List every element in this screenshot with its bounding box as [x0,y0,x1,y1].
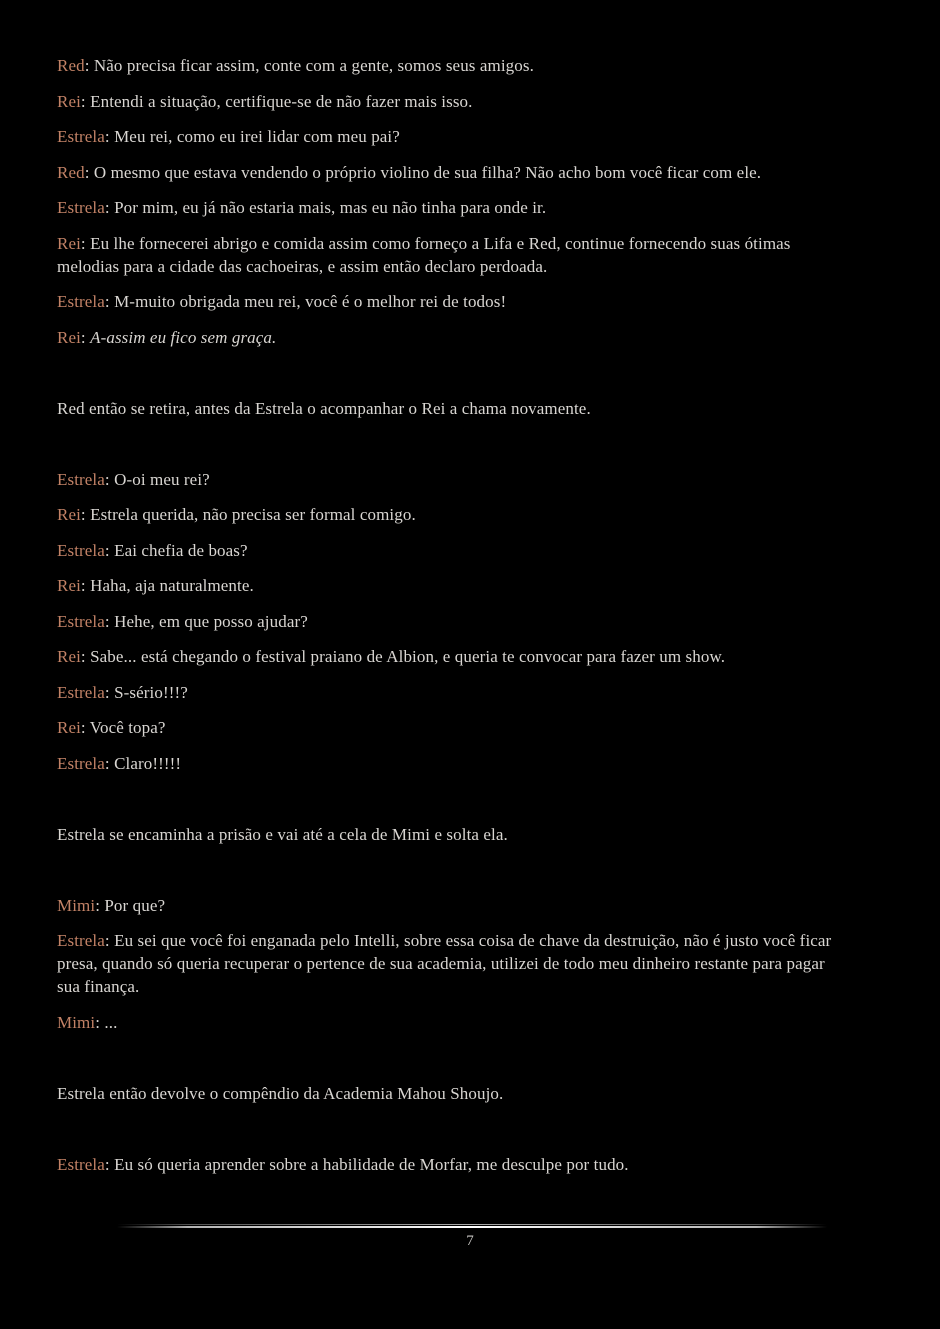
dialogue-text: Hehe, em que posso ajudar? [114,611,308,631]
dialogue-text: Entendi a situação, certifique-se de não fazer mais isso. [90,91,473,111]
dialogue-line: Estrela: M-muito obrigada meu rei, você é o melhor rei de todos! [57,292,507,311]
blank-line [57,1117,843,1140]
blank-line [57,858,843,881]
dialogue-text: Não precisa ficar assim, conte com a gente, somos seus amigos. [93,56,534,75]
dialogue-text: Por que? [104,895,166,915]
footer-divider [117,1224,827,1229]
narration-line [57,1082,843,1105]
speaker-name: Rei [57,576,81,595]
dialogue-line: Rei: Estrela querida, não precisa ser formal comigo. [57,505,416,524]
dialogue-text: Eu sei que você foi enganada pelo Intelli, sobre essa coisa de chave da destruição, não é justo você ficar presa, quando só queria recuperar o pertence de sua academia, utilizei de todo meu dinheiro restante para pagar sua finança. [57,931,832,996]
blank-line [57,1046,843,1069]
speaker-name: Estrela [57,540,105,560]
speaker-name: Rei [57,647,81,666]
dialogue-line: Rei: A-assim eu fico sem graça. [57,327,277,347]
dialogue-line: Estrela: Hehe, em que posso ajudar? [57,611,308,631]
speaker-name: Estrela [57,469,105,489]
speaker-name: Red [57,56,85,75]
dialogue-line: Estrela: O-oi meu rei? [57,469,210,489]
blank-line [57,432,843,455]
dialogue-text: A-assim eu fico sem graça. [90,327,277,347]
dialogue-text: ... [104,1012,118,1032]
blank-line [57,361,843,384]
speaker-name: Rei [57,718,81,737]
dialogue-text: S-sério!!!? [114,682,188,702]
blank-line [57,787,843,810]
dialogue-line: Red: O mesmo que estava vendendo o próprio violino de sua filha? Não acho bom você ficar com ele. [57,162,762,182]
speaker-name: Estrela [57,198,105,217]
speaker-name: Red [57,162,85,182]
dialogue-line: Estrela: Eai chefia de boas? [57,540,248,560]
dialogue-line: Rei: Sabe... está chegando o festival praiano de Albion, e queria te convocar para fazer um show. [57,647,726,666]
dialogue-line: Estrela: Eu só queria aprender sobre a habilidade de Morfar, me desculpe por tudo. [57,1154,629,1174]
speaker-name: Mimi [57,1012,96,1032]
speaker-name: Rei [57,233,81,253]
dialogue-content [57,54,843,1188]
speaker-name: Mimi [57,895,96,915]
narration-text: Estrela então devolve o compêndio da Academia Mahou Shoujo. [57,1083,504,1103]
narration-line [57,397,843,420]
page-number: 7 [466,1233,474,1249]
dialogue-text: M-muito obrigada meu rei, você é o melhor rei de todos! [114,292,507,311]
dialogue-text: O-oi meu rei? [114,469,210,489]
dialogue-text: Eu só queria aprender sobre a habilidade de Morfar, me desculpe por tudo. [114,1154,629,1174]
dialogue-line: Estrela: Meu rei, como eu irei lidar com meu pai? [57,127,400,146]
speaker-name: Estrela [57,292,105,311]
speaker-name: Estrela [57,1154,105,1174]
dialogue-line: Estrela: S-sério!!!? [57,682,188,702]
dialogue-line: Rei: Entendi a situação, certifique-se de não fazer mais isso. [57,91,473,111]
speaker-name: Rei [57,91,81,111]
dialogue-text: Você topa? [89,718,166,737]
dialogue-text: Meu rei, como eu irei lidar com meu pai? [114,127,400,146]
dialogue-line: Estrela: Eu sei que você foi enganada pelo Intelli, sobre essa coisa de chave da destruição, não é justo você ficar presa, quando só queria recuperar o pertence de sua academia, utilizei de todo meu dinheiro restante para pagar sua finança. [57,931,832,996]
speaker-name: Estrela [57,931,105,950]
speaker-name: Rei [57,327,81,347]
dialogue-line: Mimi: Por que? [57,895,166,915]
dialogue-text: Claro!!!!! [114,753,182,773]
dialogue-text: Por mim, eu já não estaria mais, mas eu não tinha para onde ir. [114,198,547,217]
speaker-name: Estrela [57,611,105,631]
dialogue-text: Eu lhe fornecerei abrigo e comida assim como forneço a Lifa e Red, continue fornecendo suas ótimas melodias para a cidade das cachoeiras, e assim então declaro perdoada. [57,233,791,276]
speaker-name: Estrela [57,753,105,773]
narration-text: Estrela se encaminha a prisão e vai até a cela de Mimi e solta ela. [57,824,508,844]
dialogue-line: Rei: Você topa? [57,718,166,737]
narration-text: Red então se retira, antes da Estrela o acompanhar o Rei a chama novamente. [57,398,591,418]
dialogue-text: O mesmo que estava vendendo o próprio violino de sua filha? Não acho bom você ficar com ele. [93,162,762,182]
dialogue-text: Eai chefia de boas? [114,540,248,560]
dialogue-text: Haha, aja naturalmente. [90,576,254,595]
narration-line [57,823,843,846]
speaker-name: Estrela [57,127,105,146]
dialogue-text: Sabe... está chegando o festival praiano de Albion, e queria te convocar para fazer um show. [90,647,726,666]
speaker-name: Estrela [57,682,105,702]
dialogue-text: Estrela querida, não precisa ser formal comigo. [90,505,416,524]
dialogue-line: Red: Não precisa ficar assim, conte com a gente, somos seus amigos. [57,56,534,75]
dialogue-line: Rei: Haha, aja naturalmente. [57,576,254,595]
dialogue-line: Rei: Eu lhe fornecerei abrigo e comida assim como forneço a Lifa e Red, continue fornecendo suas ótimas melodias para a cidade das cachoeiras, e assim então declaro perdoada. [57,233,791,276]
dialogue-line: Estrela: Claro!!!!! [57,753,182,773]
speaker-name: Rei [57,505,81,524]
dialogue-line: Mimi: ... [57,1012,118,1032]
dialogue-line: Estrela: Por mim, eu já não estaria mais, mas eu não tinha para onde ir. [57,198,547,217]
